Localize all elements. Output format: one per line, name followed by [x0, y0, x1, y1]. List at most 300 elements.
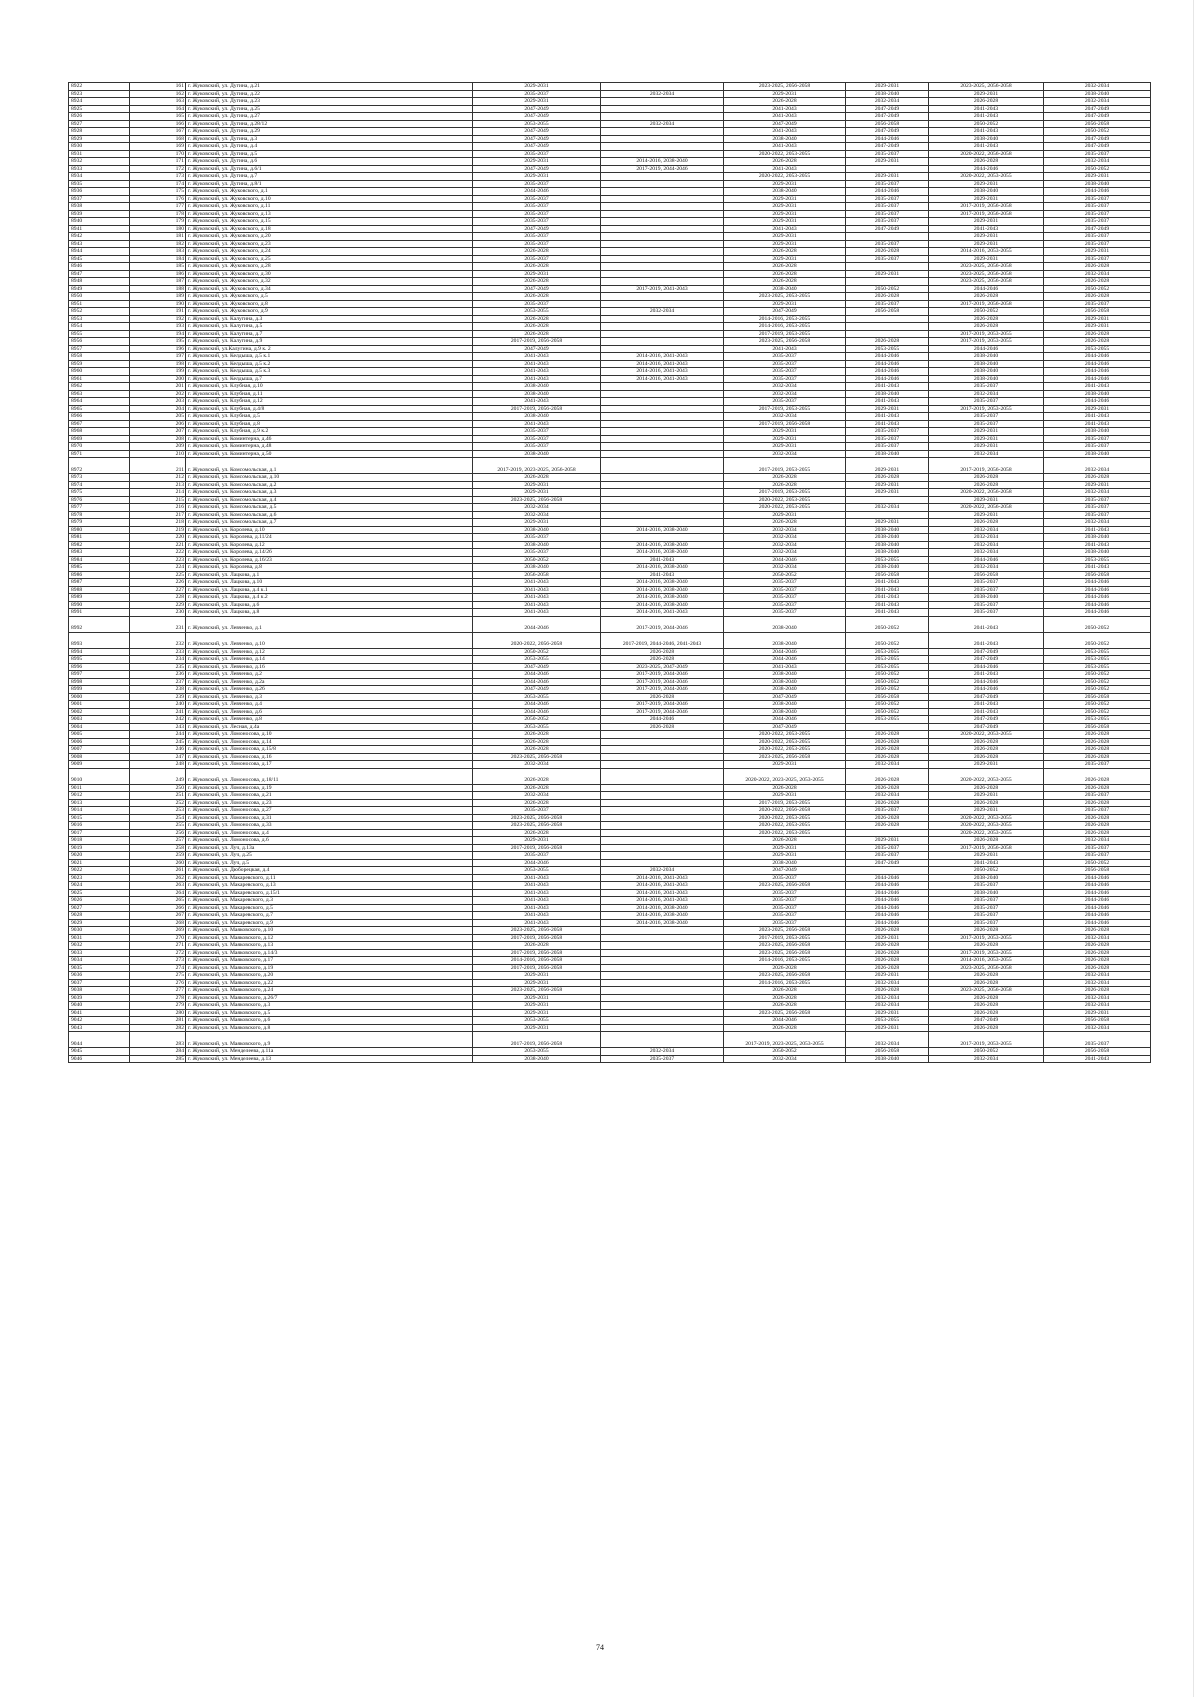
period-cell-2: 2014-2016, 2038-2040: [601, 594, 724, 602]
address-cell: г. Жуковский, ул. Левченко, д.14: [186, 656, 473, 664]
period-cell-2: [601, 188, 724, 196]
table-row: [69, 601, 1151, 609]
period-cell-4: 2035-2037: [846, 203, 929, 211]
row-number-cell: 236: [130, 671, 186, 679]
table-row: [69, 98, 1151, 106]
row-number-cell: 222: [130, 549, 186, 557]
row-number-cell: 228: [130, 594, 186, 602]
period-cell-2: [601, 405, 724, 413]
period-cell-5: 2017-2019, 2056-2058: [929, 458, 1044, 474]
period-cell-6: 2056-2058: [1044, 723, 1151, 731]
table-row: [69, 663, 1151, 671]
period-cell-6: 2026-2028: [1044, 753, 1151, 761]
period-cell-4: 2035-2037: [846, 435, 929, 443]
period-cell-3: 2029-2031: [724, 435, 846, 443]
period-cell-6: 2026-2028: [1044, 799, 1151, 807]
period-cell-5: 2038-2040: [929, 889, 1044, 897]
period-cell-4: 2044-2046: [846, 919, 929, 927]
table-row: [69, 345, 1151, 353]
period-cell-3: 2047-2049: [724, 723, 846, 731]
period-cell-1: 2044-2046: [473, 701, 601, 709]
period-cell-6: 2050-2052: [1044, 632, 1151, 648]
period-cell-3: 2020-2022, 2053-2055: [724, 822, 846, 830]
period-cell-4: 2029-2031: [846, 270, 929, 278]
period-cell-1: 2017-2019, 2023-2025, 2056-2058: [473, 458, 601, 474]
period-cell-2: [601, 413, 724, 421]
period-cell-3: 2029-2031: [724, 792, 846, 800]
table-row: [69, 927, 1151, 935]
period-cell-5: 2044-2046: [929, 556, 1044, 564]
table-row: [69, 398, 1151, 406]
row-id-cell: 9020: [69, 852, 130, 860]
period-cell-1: 2020-2022, 2056-2058: [473, 632, 601, 648]
period-cell-2: [601, 128, 724, 136]
table-row: [69, 308, 1151, 316]
period-cell-1: 2038-2040: [473, 413, 601, 421]
period-cell-1: 2026-2028: [473, 738, 601, 746]
table-row: [69, 934, 1151, 942]
period-cell-3: 2035-2037: [724, 368, 846, 376]
table-row: [69, 708, 1151, 716]
table-row: [69, 300, 1151, 308]
period-cell-4: 2035-2037: [846, 195, 929, 203]
period-cell-6: 2032-2034: [1044, 489, 1151, 497]
table-row: [69, 225, 1151, 233]
period-cell-3: 2026-2028: [724, 474, 846, 482]
address-cell: г. Жуковский, ул. Комсомольская, д.6: [186, 511, 473, 519]
row-number-cell: 194: [130, 330, 186, 338]
period-cell-4: 2041-2043: [846, 609, 929, 617]
row-id-cell: 9039: [69, 994, 130, 1002]
address-cell: г. Жуковский, ул. Королева, д.12: [186, 541, 473, 549]
period-cell-1: 2035-2037: [473, 807, 601, 815]
row-number-cell: 189: [130, 293, 186, 301]
period-cell-6: 2035-2037: [1044, 807, 1151, 815]
row-number-cell: 252: [130, 799, 186, 807]
address-cell: г. Жуковский, ул. Маяковского, д.19: [186, 964, 473, 972]
period-cell-4: 2056-2058: [846, 693, 929, 701]
period-cell-4: [846, 511, 929, 519]
table-row: [69, 799, 1151, 807]
period-cell-6: 2056-2058: [1044, 1017, 1151, 1025]
period-cell-5: 2017-2019, 2056-2058: [929, 844, 1044, 852]
period-cell-3: 2029-2031: [724, 180, 846, 188]
period-cell-3: 2029-2031: [724, 428, 846, 436]
period-cell-5: 2017-2019, 2056-2058: [929, 203, 1044, 211]
row-number-cell: 249: [130, 768, 186, 784]
address-cell: г. Жуковский, ул. Комсомольская, д.10: [186, 474, 473, 482]
period-cell-1: 2041-2043: [473, 912, 601, 920]
address-cell: г. Жуковский, ул. Ломоносова, д.18/11: [186, 768, 473, 784]
table-row: [69, 792, 1151, 800]
period-cell-1: 2029-2031: [473, 837, 601, 845]
table-row: [69, 143, 1151, 151]
table-row: [69, 113, 1151, 121]
period-cell-6: 2026-2028: [1044, 964, 1151, 972]
period-cell-2: [601, 398, 724, 406]
period-cell-1: 2032-2034: [473, 792, 601, 800]
period-cell-5: 2035-2037: [929, 919, 1044, 927]
row-number-cell: 170: [130, 150, 186, 158]
period-cell-6: 2044-2046: [1044, 609, 1151, 617]
period-cell-2: 2014-2016, 2041-2043: [601, 368, 724, 376]
period-cell-3: 2035-2037: [724, 919, 846, 927]
row-number-cell: 270: [130, 934, 186, 942]
period-cell-6: 2035-2037: [1044, 150, 1151, 158]
row-number-cell: 207: [130, 428, 186, 436]
period-cell-2: [601, 248, 724, 256]
period-cell-1: 2047-2049: [473, 165, 601, 173]
row-number-cell: 234: [130, 656, 186, 664]
period-cell-2: [601, 942, 724, 950]
address-cell: г. Жуковский, ул. Дугина, д.21: [186, 83, 473, 91]
table-row: [69, 1024, 1151, 1032]
period-cell-3: 2029-2031: [724, 761, 846, 769]
period-cell-2: [601, 987, 724, 995]
row-number-cell: 258: [130, 844, 186, 852]
period-cell-4: 2026-2028: [846, 799, 929, 807]
row-id-cell: 8938: [69, 203, 130, 211]
period-cell-4: 2026-2028: [846, 814, 929, 822]
period-cell-1: 2041-2043: [473, 897, 601, 905]
period-cell-3: 2026-2028: [724, 278, 846, 286]
table-row: [69, 496, 1151, 504]
period-cell-4: 2050-2052: [846, 701, 929, 709]
period-cell-6: 2050-2052: [1044, 701, 1151, 709]
row-number-cell: 218: [130, 519, 186, 527]
period-cell-5: 2041-2043: [929, 632, 1044, 648]
period-cell-1: 2035-2037: [473, 203, 601, 211]
period-cell-2: [601, 180, 724, 188]
period-cell-3: 2038-2040: [724, 285, 846, 293]
period-cell-1: 2029-2031: [473, 489, 601, 497]
period-cell-1: 2053-2055: [473, 1048, 601, 1056]
period-cell-2: [601, 738, 724, 746]
period-cell-4: 2035-2037: [846, 807, 929, 815]
period-cell-6: 2032-2034: [1044, 158, 1151, 166]
period-cell-4: 2050-2052: [846, 671, 929, 679]
table-row: [69, 534, 1151, 542]
row-number-cell: 256: [130, 829, 186, 837]
page-number: 74: [596, 1643, 604, 1652]
period-cell-5: 2026-2028: [929, 738, 1044, 746]
period-cell-5: 2041-2043: [929, 225, 1044, 233]
table-row: [69, 390, 1151, 398]
row-number-cell: 231: [130, 616, 186, 632]
table-row: [69, 203, 1151, 211]
address-cell: г. Жуковский, ул. Луч, д.25: [186, 852, 473, 860]
period-cell-2: 2014-2016, 2038-2040: [601, 904, 724, 912]
period-cell-2: 2014-2016, 2041-2043: [601, 874, 724, 882]
address-cell: г. Жуковский, ул. Левченко, д.3: [186, 693, 473, 701]
period-cell-4: 2056-2058: [846, 1048, 929, 1056]
table-row: [69, 957, 1151, 965]
period-cell-4: 2050-2052: [846, 708, 929, 716]
period-cell-3: 2020-2022, 2053-2055: [724, 173, 846, 181]
table-row: [69, 1055, 1151, 1063]
row-id-cell: 8981: [69, 534, 130, 542]
row-number-cell: 173: [130, 173, 186, 181]
period-cell-6: 2026-2028: [1044, 278, 1151, 286]
period-cell-5: 2038-2040: [929, 135, 1044, 143]
row-id-cell: 8933: [69, 165, 130, 173]
period-cell-1: 2029-2031: [473, 173, 601, 181]
table-row: [69, 889, 1151, 897]
period-cell-5: 2035-2037: [929, 609, 1044, 617]
period-cell-5: 2032-2034: [929, 534, 1044, 542]
period-cell-6: 2041-2043: [1044, 413, 1151, 421]
period-cell-6: 2035-2037: [1044, 203, 1151, 211]
period-cell-4: 2026-2028: [846, 753, 929, 761]
period-cell-1: 2041-2043: [473, 904, 601, 912]
address-cell: г. Жуковский, ул. Маяковского, д.24: [186, 987, 473, 995]
period-cell-2: [601, 746, 724, 754]
period-cell-5: 2032-2034: [929, 390, 1044, 398]
period-cell-2: [601, 105, 724, 113]
period-cell-5: 2017-2019, 2053-2055: [929, 405, 1044, 413]
row-number-cell: 245: [130, 738, 186, 746]
table-row: [69, 481, 1151, 489]
row-number-cell: 243: [130, 723, 186, 731]
period-cell-3: 2038-2040: [724, 701, 846, 709]
period-cell-1: 2041-2043: [473, 368, 601, 376]
period-cell-3: 2029-2031: [724, 443, 846, 451]
period-cell-6: 2035-2037: [1044, 496, 1151, 504]
row-id-cell: 9042: [69, 1017, 130, 1025]
period-cell-6: 2044-2046: [1044, 919, 1151, 927]
period-cell-3: 2035-2037: [724, 353, 846, 361]
period-cell-5: 2023-2025, 2056-2058: [929, 278, 1044, 286]
period-cell-4: 2044-2046: [846, 912, 929, 920]
row-id-cell: 8986: [69, 571, 130, 579]
period-cell-5: 2020-2022, 2056-2058: [929, 504, 1044, 512]
table-row: [69, 105, 1151, 113]
period-cell-3: 2026-2028: [724, 994, 846, 1002]
table-row: [69, 867, 1151, 875]
period-cell-6: 2035-2037: [1044, 195, 1151, 203]
table-row: [69, 315, 1151, 323]
row-number-cell: 215: [130, 496, 186, 504]
table-row: [69, 120, 1151, 128]
table-row: [69, 822, 1151, 830]
address-cell: г. Жуковский, ул. Клубная, д.12: [186, 398, 473, 406]
period-cell-2: 2041-2043: [601, 556, 724, 564]
row-id-cell: 9012: [69, 792, 130, 800]
period-cell-3: 2026-2028: [724, 158, 846, 166]
row-number-cell: 237: [130, 678, 186, 686]
period-cell-5: 2038-2040: [929, 188, 1044, 196]
period-cell-4: 2026-2028: [846, 987, 929, 995]
table-row: [69, 919, 1151, 927]
period-cell-1: 2041-2043: [473, 360, 601, 368]
period-cell-4: 2029-2031: [846, 1009, 929, 1017]
period-cell-1: 2041-2043: [473, 594, 601, 602]
period-cell-6: 2053-2055: [1044, 556, 1151, 564]
row-number-cell: 226: [130, 579, 186, 587]
period-cell-4: 2035-2037: [846, 240, 929, 248]
period-cell-3: 2017-2019, 2053-2055: [724, 405, 846, 413]
row-id-cell: 8925: [69, 105, 130, 113]
period-cell-3: 2023-2025, 2056-2058: [724, 753, 846, 761]
period-cell-5: 2029-2031: [929, 240, 1044, 248]
row-number-cell: 255: [130, 822, 186, 830]
period-cell-5: 2029-2031: [929, 807, 1044, 815]
row-number-cell: 176: [130, 195, 186, 203]
period-cell-5: 2026-2028: [929, 972, 1044, 980]
period-cell-1: 2029-2031: [473, 481, 601, 489]
period-cell-2: [601, 345, 724, 353]
period-cell-1: 2017-2019, 2056-2058: [473, 949, 601, 957]
row-number-cell: 272: [130, 949, 186, 957]
row-id-cell: 9035: [69, 964, 130, 972]
period-cell-5: 2020-2022, 2053-2055: [929, 814, 1044, 822]
period-cell-4: 2029-2031: [846, 481, 929, 489]
row-id-cell: 8996: [69, 663, 130, 671]
row-number-cell: 265: [130, 897, 186, 905]
table-row: [69, 360, 1151, 368]
row-id-cell: 8992: [69, 616, 130, 632]
period-cell-2: 2014-2016, 2038-2040: [601, 564, 724, 572]
period-cell-2: [601, 1002, 724, 1010]
address-cell: г. Жуковский, ул. Келдыша, д.5 к.1: [186, 353, 473, 361]
period-cell-4: 2041-2043: [846, 579, 929, 587]
address-cell: г. Жуковский, ул. Маяковского, д.22: [186, 979, 473, 987]
period-cell-4: 2038-2040: [846, 1055, 929, 1063]
period-cell-4: 2029-2031: [846, 972, 929, 980]
period-cell-1: 2029-2031: [473, 979, 601, 987]
period-cell-5: 2029-2031: [929, 496, 1044, 504]
period-cell-3: 2029-2031: [724, 240, 846, 248]
period-cell-3: 2044-2046: [724, 656, 846, 664]
period-cell-5: 2032-2034: [929, 549, 1044, 557]
address-cell: г. Жуковский, ул. Калугина, д.7: [186, 330, 473, 338]
period-cell-5: 2026-2028: [929, 994, 1044, 1002]
period-cell-1: 2032-2034: [473, 761, 601, 769]
period-cell-4: 2029-2031: [846, 1024, 929, 1032]
period-cell-2: 2026-2028: [601, 648, 724, 656]
row-id-cell: 8940: [69, 218, 130, 226]
table-row: [69, 489, 1151, 497]
period-cell-4: 2032-2034: [846, 1002, 929, 1010]
table-row: [69, 844, 1151, 852]
address-cell: г. Жуковский, ул. Дюборецкая, д.4: [186, 867, 473, 875]
period-cell-1: 2035-2037: [473, 150, 601, 158]
period-cell-4: 2026-2028: [846, 927, 929, 935]
period-cell-3: 2035-2037: [724, 874, 846, 882]
period-cell-4: 2035-2037: [846, 443, 929, 451]
table-row: [69, 188, 1151, 196]
period-cell-3: 2035-2037: [724, 897, 846, 905]
period-cell-2: [601, 957, 724, 965]
period-cell-1: 2050-2052: [473, 648, 601, 656]
period-cell-4: 2026-2028: [846, 957, 929, 965]
period-cell-3: 2035-2037: [724, 579, 846, 587]
table-row: [69, 323, 1151, 331]
period-cell-3: 2020-2022, 2053-2055: [724, 746, 846, 754]
period-cell-4: [846, 867, 929, 875]
table-row: [69, 994, 1151, 1002]
period-cell-4: 2026-2028: [846, 248, 929, 256]
period-cell-3: 2044-2046: [724, 1017, 846, 1025]
period-cell-5: 2035-2037: [929, 579, 1044, 587]
period-cell-2: [601, 143, 724, 151]
period-cell-1: 2056-2058: [473, 571, 601, 579]
period-cell-5: 2038-2040: [929, 874, 1044, 882]
period-cell-5: 2041-2043: [929, 143, 1044, 151]
row-id-cell: 8991: [69, 609, 130, 617]
period-cell-5: 2038-2040: [929, 368, 1044, 376]
row-id-cell: 8926: [69, 113, 130, 121]
period-cell-2: [601, 195, 724, 203]
period-cell-2: [601, 458, 724, 474]
address-cell: г. Жуковский, ул. Калугина, д.3: [186, 315, 473, 323]
period-cell-5: 2041-2043: [929, 671, 1044, 679]
row-id-cell: 8942: [69, 233, 130, 241]
address-cell: г. Жуковский, ул. Менделеева, д.13: [186, 1055, 473, 1063]
table-row: [69, 278, 1151, 286]
period-cell-1: 2032-2034: [473, 511, 601, 519]
period-cell-2: [601, 330, 724, 338]
row-id-cell: 9010: [69, 768, 130, 784]
table-row: [69, 428, 1151, 436]
period-cell-3: 2017-2019, 2053-2055: [724, 934, 846, 942]
period-cell-5: 2029-2031: [929, 435, 1044, 443]
period-cell-6: 2038-2040: [1044, 390, 1151, 398]
period-cell-6: 2038-2040: [1044, 90, 1151, 98]
row-id-cell: 8973: [69, 474, 130, 482]
period-cell-5: 2044-2046: [929, 345, 1044, 353]
period-cell-4: 2038-2040: [846, 564, 929, 572]
period-cell-1: 2029-2031: [473, 1002, 601, 1010]
period-cell-5: 2017-2019, 2053-2055: [929, 949, 1044, 957]
period-cell-6: 2053-2055: [1044, 663, 1151, 671]
period-cell-4: 2044-2046: [846, 375, 929, 383]
row-id-cell: 8962: [69, 383, 130, 391]
period-cell-2: 2014-2016, 2038-2040: [601, 919, 724, 927]
row-id-cell: 9046: [69, 1055, 130, 1063]
scan-edge-line: [1193, 0, 1194, 1697]
address-cell: г. Жуковский, ул. Коминтерна, д.46: [186, 435, 473, 443]
period-cell-6: 2044-2046: [1044, 188, 1151, 196]
address-cell: г. Жуковский, ул. Ломоносова, д.33: [186, 822, 473, 830]
table-row: [69, 556, 1151, 564]
period-cell-2: 2014-2016, 2041-2043: [601, 889, 724, 897]
period-cell-2: [601, 927, 724, 935]
address-cell: г. Жуковский, ул. Маяковского, д.13: [186, 942, 473, 950]
period-cell-2: [601, 829, 724, 837]
row-id-cell: 8990: [69, 601, 130, 609]
table-row: [69, 263, 1151, 271]
period-cell-2: [601, 504, 724, 512]
row-number-cell: 271: [130, 942, 186, 950]
period-cell-5: 2047-2049: [929, 656, 1044, 664]
period-cell-1: 2023-2025, 2056-2058: [473, 987, 601, 995]
period-cell-1: 2026-2028: [473, 278, 601, 286]
row-id-cell: 9028: [69, 912, 130, 920]
period-cell-5: 2017-2019, 2053-2055: [929, 1032, 1044, 1048]
period-cell-5: 2041-2043: [929, 105, 1044, 113]
period-cell-3: 2029-2031: [724, 90, 846, 98]
address-cell: г. Жуковский, ул. Клубная, д.8: [186, 420, 473, 428]
period-cell-6: 2026-2028: [1044, 957, 1151, 965]
row-number-cell: 192: [130, 315, 186, 323]
period-cell-2: [601, 474, 724, 482]
period-cell-5: 2032-2034: [929, 541, 1044, 549]
address-cell: г. Жуковский, ул. Левченко, д.2а: [186, 678, 473, 686]
address-cell: г. Жуковский, ул. Лацкова, д.1: [186, 571, 473, 579]
row-number-cell: 276: [130, 979, 186, 987]
period-cell-5: 2035-2037: [929, 904, 1044, 912]
